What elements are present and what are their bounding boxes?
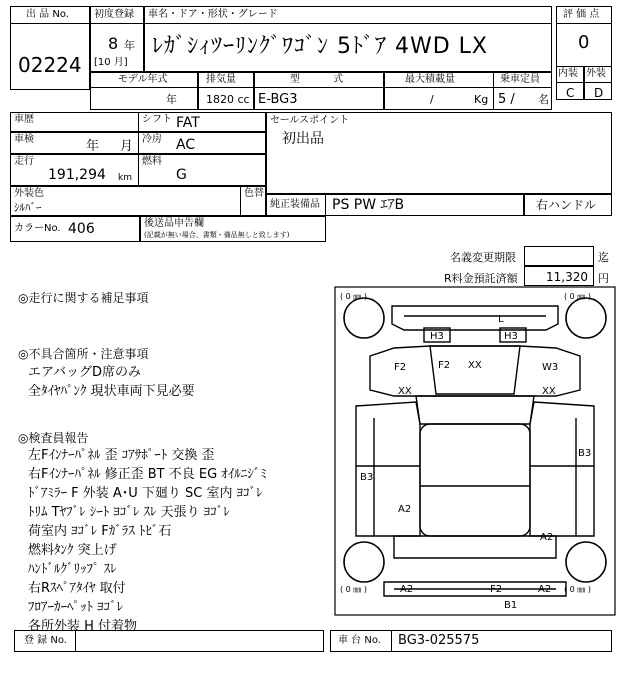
report-line: 右Rｽﾍﾟｱﾀｲﾔ 取付 — [28, 581, 126, 596]
rating-value: 0 — [578, 32, 590, 53]
load-unit: Kg — [474, 93, 489, 106]
mark-a2-rear-right: A2 — [538, 584, 552, 595]
recycle-label: R料金預託済額 — [444, 272, 518, 285]
mileage-unit: km — [118, 173, 132, 183]
shift-label: シフト — [142, 114, 172, 125]
report-line: ﾄﾘﾑ Tﾔﾌﾞﾚ ｼｰﾄ ﾖｺﾞﾚ ｽﾚ 天張り ﾖｺﾞﾚ — [28, 505, 230, 520]
damage-marks — [360, 314, 591, 611]
equipment-value: PS PW ｴｱB — [332, 197, 405, 213]
shift-value: FAT — [176, 115, 200, 131]
ac-label: 冷房 — [142, 134, 162, 145]
car-name-label: 車名・ドア・形状・グレード — [148, 9, 278, 20]
mark-a2-rear-left: A2 — [400, 584, 414, 595]
model-year-label: モデル年式 — [118, 74, 168, 85]
front-bumper — [392, 306, 558, 330]
aftermarket-label: 後送品申告欄 — [144, 218, 204, 229]
rear-gate — [394, 536, 556, 558]
displacement-value: 1820 cc — [206, 93, 250, 106]
tire-depth-rr: ( 0 ㎜ ) — [564, 585, 591, 594]
lot-label: 出 品 No. — [26, 9, 69, 20]
displacement-label: 排気量 — [206, 74, 236, 85]
history-label: 車歴 — [14, 114, 34, 125]
inspection-month-unit: 月 — [120, 139, 134, 154]
tire-rear-right — [566, 542, 606, 582]
exterior-grade: D — [594, 86, 604, 100]
sales-point-label: セールスポイント — [270, 115, 350, 126]
chassis-no-value: BG3-025575 — [398, 633, 480, 648]
tire-depth-fl: ( 0 ㎜ ) — [340, 292, 367, 301]
lot-number: 02224 — [18, 53, 82, 77]
capacity-value: 5 / — [498, 92, 515, 107]
report-line: ﾌﾛｱｰｶｰﾍﾟｯﾄ ﾖｺﾞﾚ — [28, 600, 124, 615]
mark-h3-right: H3 — [504, 331, 518, 342]
tire-rear-left — [344, 542, 384, 582]
model-year-unit: 年 — [166, 93, 177, 106]
year-unit: 年 — [124, 39, 135, 52]
defect-list — [28, 363, 195, 401]
interior-grade: C — [566, 86, 575, 100]
right-side — [530, 402, 594, 536]
recycle-amount: 11,320 — [546, 270, 588, 284]
ac-value: AC — [176, 137, 196, 153]
color-no-label: カラーNo. — [14, 223, 61, 234]
type-label: 型 式 — [290, 74, 344, 85]
windshield — [416, 396, 534, 424]
mark-a2-right: A2 — [540, 532, 554, 543]
exterior-label: 外装 — [586, 68, 606, 79]
report-line: 右Fｲﾝﾅｰﾊﾟﾈﾙ 修正歪 BT 不良 EG ｵｲﾙﾆｼﾞﾐ — [28, 467, 267, 482]
inspection-year-unit: 年 — [86, 139, 100, 154]
repaint-label: 色替 — [244, 188, 264, 199]
mark-xx-hood: XX — [468, 360, 482, 371]
mark-xx-right: XX — [542, 386, 556, 397]
capacity-unit: 名 — [538, 93, 549, 106]
fuel-label: 燃料 — [142, 156, 162, 167]
defect-line: 全ﾀｲﾔﾊﾟﾝｸ 現状車両下見必要 — [28, 384, 195, 399]
type-value: E-BG3 — [258, 92, 298, 107]
rating-label: 評 価 点 — [563, 9, 600, 20]
roof — [420, 424, 530, 536]
report-line: 荷室内 ﾖｺﾞﾚ Fｶﾞﾗｽ ﾄﾋﾞ石 — [28, 524, 172, 539]
color-value: ｼﾙﾊﾞｰ — [14, 201, 42, 214]
car-diagram — [334, 286, 616, 616]
color-no-value: 406 — [68, 221, 95, 237]
mark-f2-hood: F2 — [438, 360, 451, 371]
chassis-no-label: 車 台 No. — [338, 635, 381, 646]
load-slash: / — [430, 93, 434, 106]
recycle-unit: 円 — [598, 272, 609, 285]
mark-b3-right: B3 — [578, 448, 592, 459]
steering-value: 右ハンドル — [536, 198, 597, 212]
mark-w3: W3 — [542, 362, 559, 373]
inspector-report-title: ◎検査員報告 — [18, 431, 89, 445]
registration-no-label: 登 録 No. — [24, 635, 67, 646]
mark-l: L — [498, 314, 504, 325]
fuel-value: G — [176, 167, 187, 183]
report-line: 各所外装 H 付着物 — [28, 619, 138, 634]
name-change-suffix: 迄 — [598, 251, 609, 264]
car-body-outline — [356, 306, 594, 596]
inspector-report-list — [28, 446, 267, 636]
sales-point-value: 初出品 — [282, 131, 324, 147]
mark-f2-rear: F2 — [490, 584, 503, 595]
equipment-label: 純正装備品 — [270, 199, 320, 210]
interior-label: 内装 — [558, 68, 578, 79]
mark-h3-left: H3 — [430, 331, 444, 342]
name-change-label: 名義変更期限 — [450, 251, 516, 264]
mileage-value: 191,294 — [48, 167, 106, 183]
mark-xx-left: XX — [398, 386, 412, 397]
aftermarket-note: (記載が無い場合、書類・備品無しと致します) — [144, 231, 290, 239]
report-line: ﾊﾝﾄﾞﾙｸﾞﾘｯﾌﾟ ｽﾚ — [28, 562, 117, 577]
report-line: ﾄﾞｱﾐﾗｰ F 外装 A･U 下廻り SC 室内 ﾖｺﾞﾚ — [28, 486, 263, 501]
name-change-box — [524, 246, 594, 266]
mark-b3-left: B3 — [360, 472, 374, 483]
color-label: 外装色 — [14, 188, 44, 199]
car-name: ﾚｶﾞｼｨﾂｰﾘﾝｸﾞﾜｺﾞﾝ 5ﾄﾞｱ 4WD LX — [152, 34, 488, 59]
driving-notes-title: ◎走行に関する補足事項 — [18, 291, 149, 305]
mileage-label: 走行 — [14, 156, 34, 167]
tire-front-left — [344, 298, 384, 338]
tire-front-right — [566, 298, 606, 338]
first-registration-year: 8 — [108, 34, 119, 53]
report-line: 左Fｲﾝﾅｰﾊﾟﾈﾙ 歪 ｺｱｻﾎﾟｰﾄ 交換 歪 — [28, 448, 215, 463]
left-side — [356, 402, 420, 536]
tire-depth-fr: ( 0 ㎜ ) — [564, 292, 591, 301]
tire-depth-rl: ( 0 ㎜ ) — [340, 585, 367, 594]
inspection-label: 車検 — [14, 134, 34, 145]
mark-a2-left: A2 — [398, 504, 412, 515]
capacity-label: 乗車定員 — [500, 74, 540, 85]
mark-b1: B1 — [504, 600, 518, 611]
defect-line: エアバッグD席のみ — [28, 365, 141, 380]
diagram-frame — [335, 287, 615, 615]
mark-f2-left: F2 — [394, 362, 407, 373]
report-line: 燃料ﾀﾝｸ 突上げ — [28, 543, 117, 558]
max-load-label: 最大積載量 — [405, 74, 455, 85]
first-registration-month: [10 月] — [94, 57, 128, 68]
first-registration-label: 初度登録 — [94, 9, 134, 20]
defect-notes-title: ◎不具合箇所・注意事項 — [18, 347, 149, 361]
